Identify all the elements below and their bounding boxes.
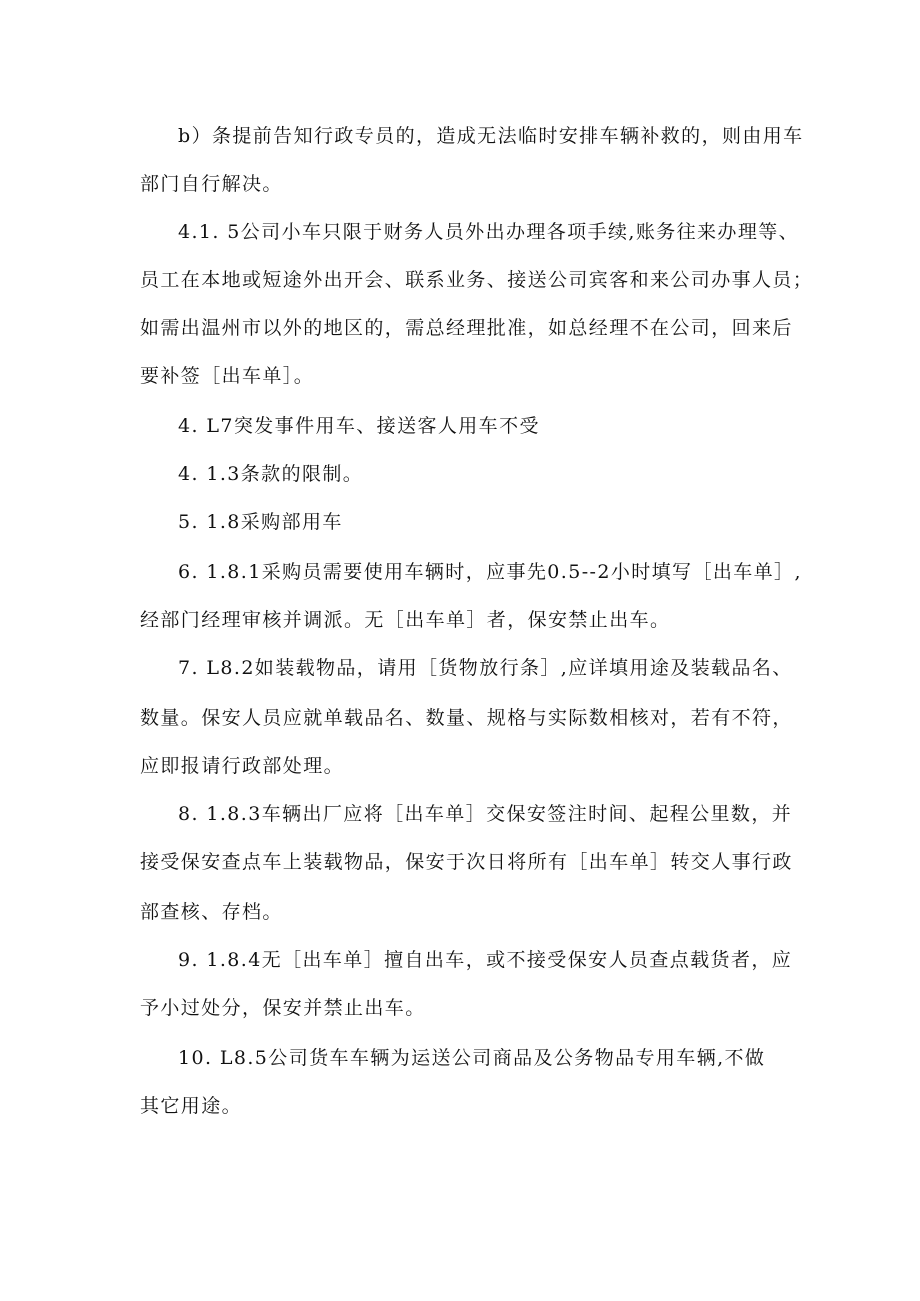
clause-4-1-3-line: 4. 1.3条款的限制。 — [178, 463, 364, 485]
clause-6-line-1: 6. 1.8.1采购员需要使用车辆时，应事先0.5--2小时填写［出车单］, — [178, 561, 802, 583]
clause-5-heading: 5. 1.8采购部用车 — [178, 511, 343, 533]
clause-8-line-1: 8. 1.8.3车辆出厂应将［出车单］交保安签注时间、起程公里数，并 — [178, 803, 793, 825]
clause-7-line-1: 7. L8.2如装载物品，请用［货物放行条］,应详填用途及装载品名、 — [178, 657, 793, 679]
clause-4-1-5-line-2: 员工在本地或短途外出开会、联系业务、接送公司宾客和来公司办事人员； — [140, 269, 814, 291]
clause-4-l7-line: 4. L7突发事件用车、接送客人用车不受 — [178, 415, 540, 437]
paragraph-b-line-2: 部门自行解决。 — [140, 173, 283, 195]
clause-4-1-5-line-4: 要补签［出车单］。 — [140, 365, 315, 387]
clause-10-line-2: 其它用途。 — [140, 1095, 243, 1117]
paragraph-b-line-1: b）条提前告知行政专员的，造成无法临时安排车辆补救的，则由用车 — [178, 125, 804, 147]
clause-10-line-1: 10. L8.5公司货车车辆为运送公司商品及公务物品专用车辆,不做 — [178, 1047, 766, 1069]
clause-9-line-1: 9. 1.8.4无［出车单］擅自出车，或不接受保安人员查点载货者，应 — [178, 949, 793, 971]
clause-4-1-5-line-1: 4.1. 5公司小车只限于财务人员外出办理各项手续,账务往来办理等、 — [178, 221, 800, 243]
clause-4-1-5-line-3: 如需出温州市以外的地区的，需总经理批准，如总经理不在公司，回来后 — [140, 317, 793, 339]
clause-8-line-2: 接受保安查点车上装载物品，保安于次日将所有［出车单］转交人事行政 — [140, 851, 793, 873]
clause-7-line-2: 数量。保安人员应就单载品名、数量、规格与实际数相核对，若有不符， — [140, 707, 793, 729]
clause-6-line-2: 经部门经理审核并调派。无［出车单］者，保安禁止出车。 — [140, 609, 671, 631]
clause-9-line-2: 予小过处分，保安并禁止出车。 — [140, 997, 426, 1019]
clause-7-line-3: 应即报请行政部处理。 — [140, 755, 345, 777]
clause-8-line-3: 部查核、存档。 — [140, 901, 283, 923]
